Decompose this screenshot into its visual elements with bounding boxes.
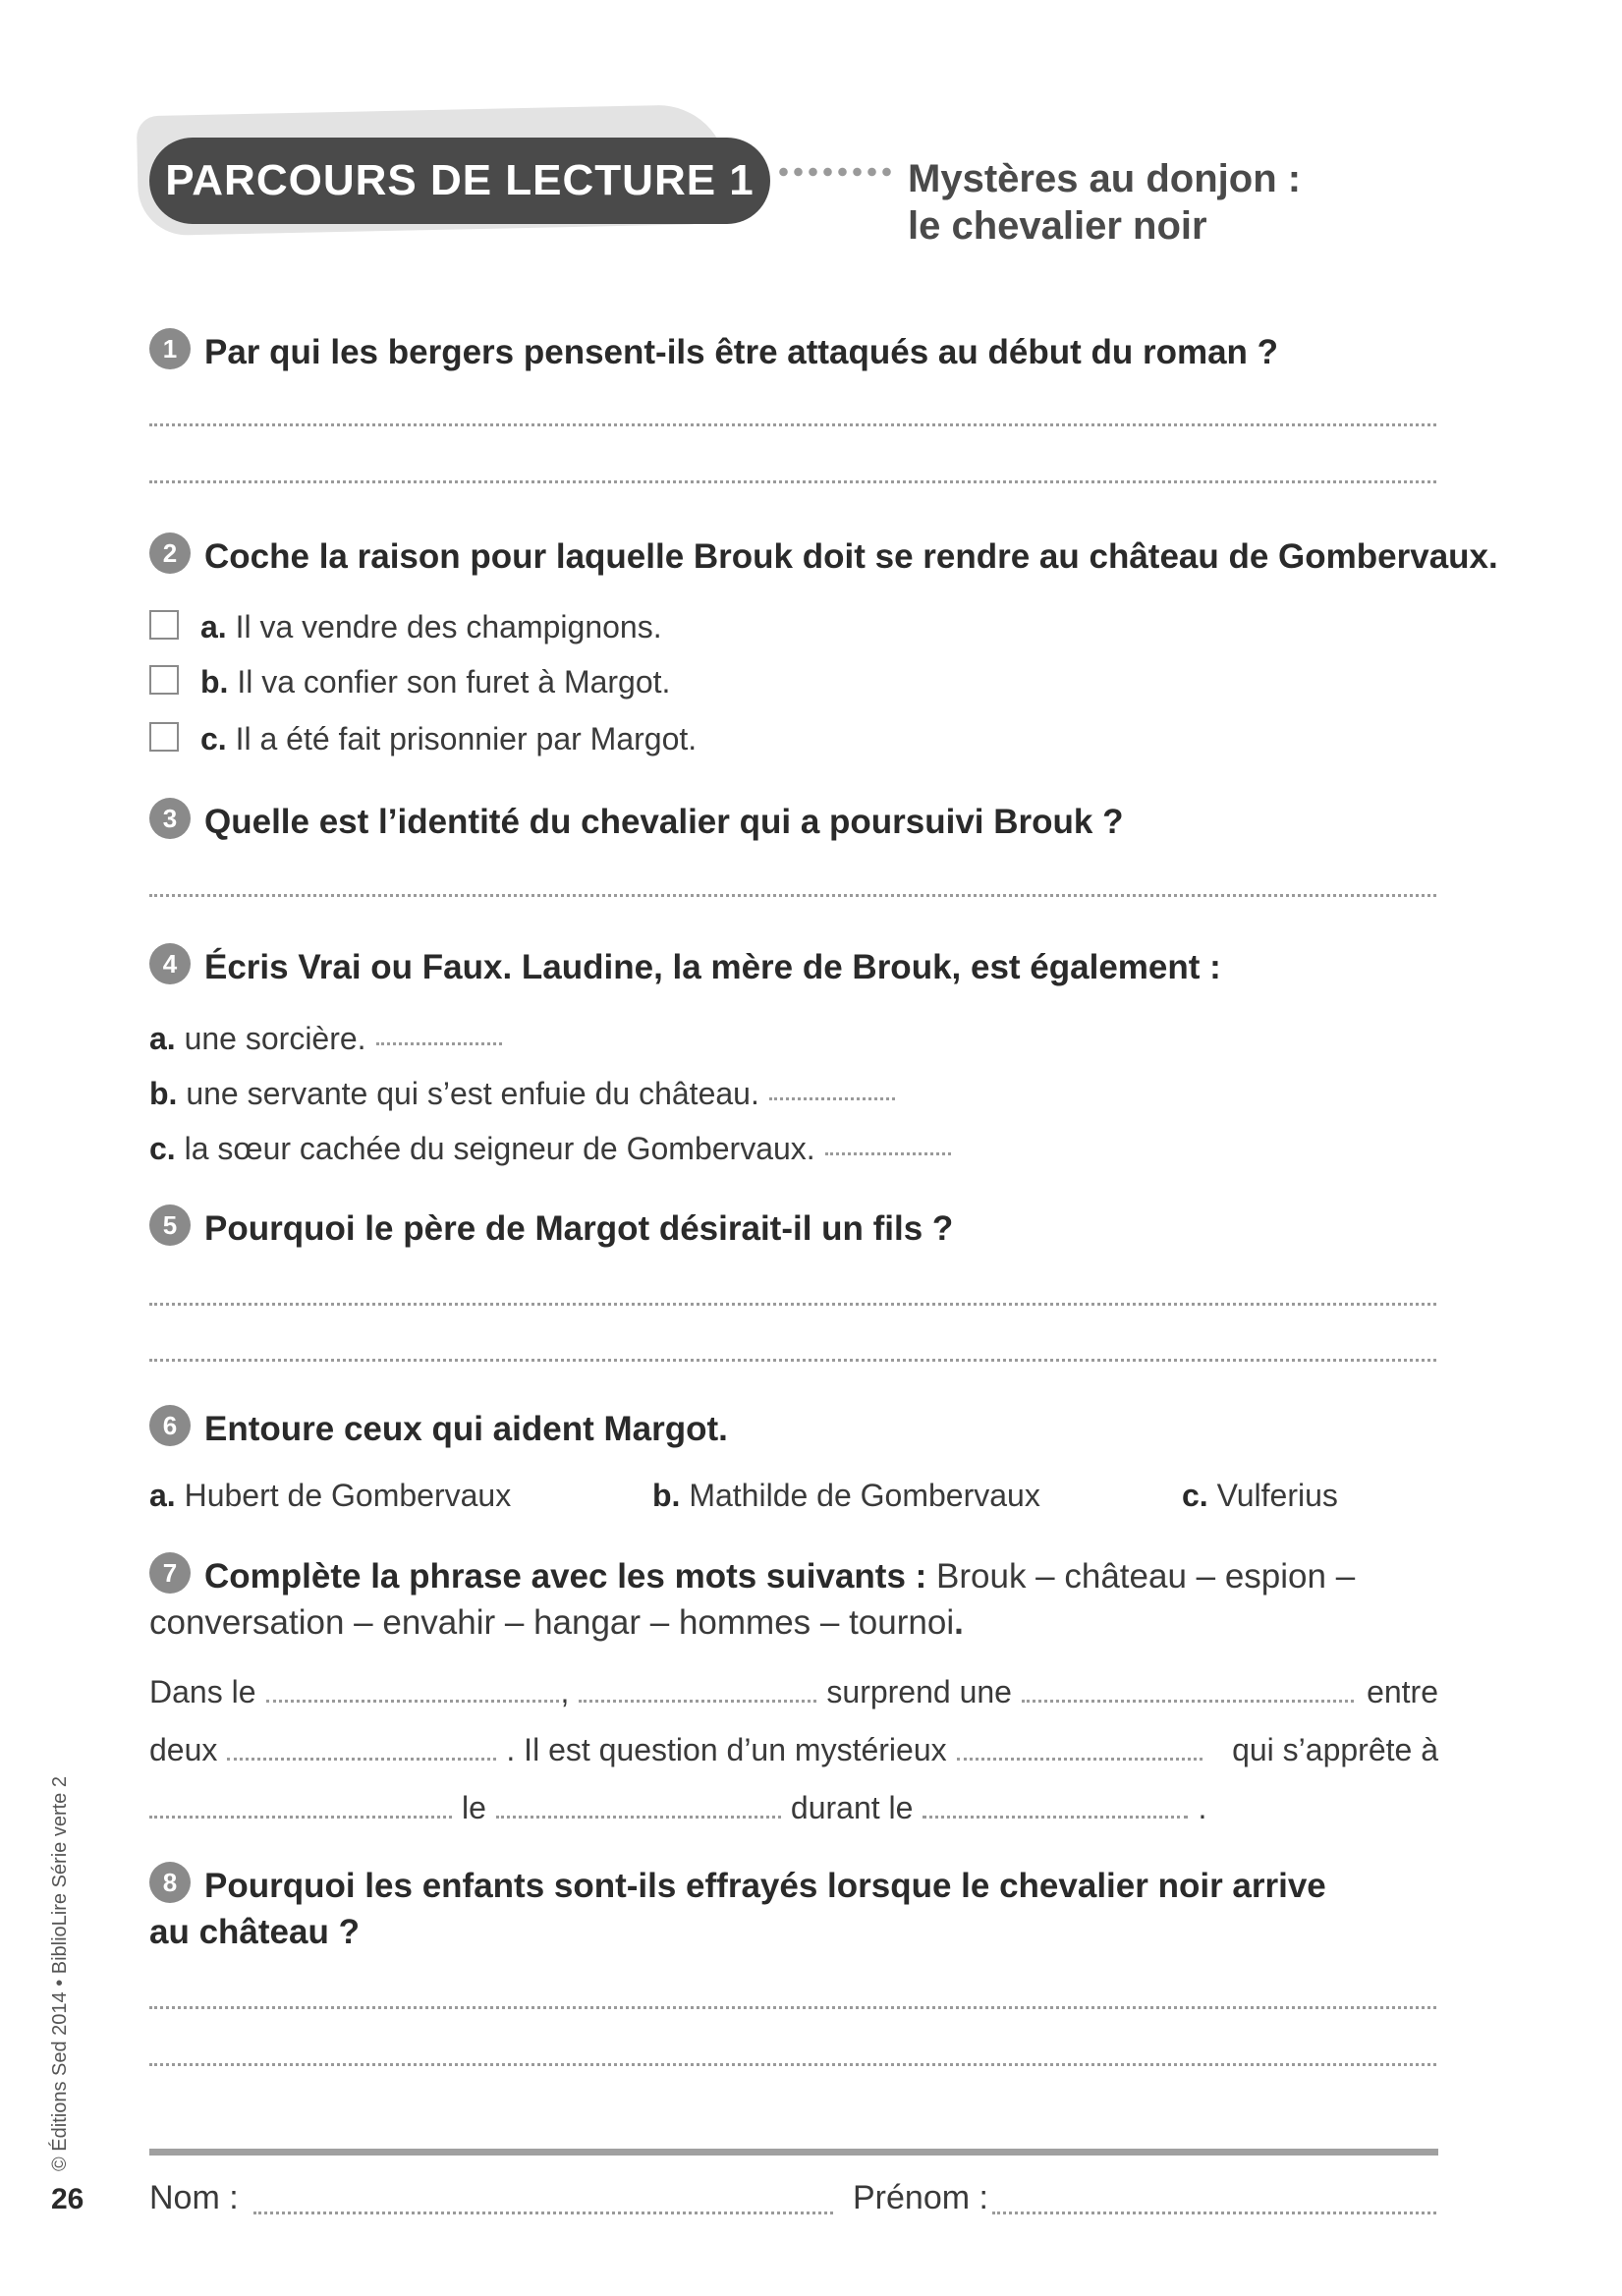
sentence-text: ,	[560, 1674, 570, 1709]
question-text: Pourquoi le père de Margot désirait-il un fils ?	[204, 1209, 954, 1248]
first-name-field[interactable]	[992, 2212, 1436, 2214]
question-text: Coche la raison pour laquelle Brouk doit se rendre au château de Gombervaux.	[204, 537, 1498, 576]
question-7-continued	[149, 1599, 964, 1647]
sentence-text: entre	[1367, 1674, 1438, 1709]
question-number: 4	[149, 943, 191, 984]
option-letter: a.	[149, 1478, 176, 1513]
word-list: conversation – envahir – hangar – hommes – tournoi	[149, 1603, 955, 1642]
option-text: Il va vendre des champignons.	[235, 609, 662, 644]
copyright-sidebar: © Éditions Sed 2014 • BiblioLire Série verte 2	[49, 1776, 71, 2171]
question-8-continued	[149, 1909, 360, 1956]
question-number: 5	[149, 1204, 191, 1246]
footer-rule	[149, 2149, 1438, 2156]
fill-blank[interactable]	[579, 1700, 816, 1703]
option-text: Mathilde de Gombervaux	[689, 1478, 1040, 1513]
question-text: Par qui les bergers pensent-ils être attaqués au début du roman ?	[204, 333, 1279, 371]
answer-blank[interactable]	[825, 1152, 951, 1155]
sentence-text: .	[1198, 1790, 1207, 1825]
answer-blank[interactable]	[769, 1097, 895, 1100]
question-number: 6	[149, 1405, 191, 1446]
question-number: 8	[149, 1862, 191, 1903]
first-name-label: Prénom :	[853, 2179, 988, 2216]
option-text: Hubert de Gombervaux	[184, 1478, 512, 1513]
question-5	[149, 1204, 953, 1253]
option-text: une sorcière.	[184, 1021, 366, 1056]
sentence-text: qui s’apprête à	[1232, 1732, 1438, 1767]
question-number: 2	[149, 532, 191, 574]
question-2	[149, 532, 1498, 581]
answer-line[interactable]	[149, 1359, 1436, 1362]
answer-line[interactable]	[149, 1303, 1436, 1306]
fill-blank[interactable]	[149, 1816, 452, 1819]
question-1	[149, 328, 1278, 376]
sentence-text: le	[462, 1790, 486, 1825]
checkbox-option-b[interactable]	[149, 660, 670, 703]
checkbox[interactable]	[149, 610, 179, 640]
question-text: Écris Vrai ou Faux. Laudine, la mère de Brouk, est également :	[204, 948, 1221, 986]
fill-blank[interactable]	[923, 1816, 1188, 1819]
option-letter: b.	[652, 1478, 681, 1513]
question-text: Complète la phrase avec les mots suivants :	[204, 1557, 927, 1596]
true-false-item-a	[149, 1017, 512, 1060]
option-text: Vulferius	[1216, 1478, 1338, 1513]
page-subtitle	[908, 155, 1301, 250]
question-7	[149, 1552, 1355, 1600]
question-number: 7	[149, 1552, 191, 1594]
question-text: Quelle est l’identité du chevalier qui a poursuivi Brouk ?	[204, 803, 1124, 841]
word-list: Brouk – château – espion –	[936, 1557, 1356, 1596]
true-false-item-b	[149, 1072, 905, 1115]
checkbox[interactable]	[149, 722, 179, 752]
option-letter: a.	[149, 1021, 176, 1056]
page-number: 26	[51, 2183, 84, 2215]
question-3	[149, 798, 1123, 846]
option-text: la sœur cachée du seigneur de Gombervaux.	[184, 1131, 815, 1166]
dotted-connector	[776, 165, 894, 179]
checkbox-option-a[interactable]	[149, 605, 662, 648]
name-field[interactable]	[253, 2212, 833, 2214]
question-6	[149, 1405, 728, 1453]
sentence-text: deux	[149, 1732, 218, 1767]
answer-line[interactable]	[149, 423, 1436, 426]
name-label: Nom :	[149, 2179, 239, 2216]
answer-line[interactable]	[149, 2063, 1436, 2066]
option-letter: b.	[200, 664, 229, 700]
question-8	[149, 1862, 1326, 1910]
answer-line[interactable]	[149, 894, 1436, 897]
option-letter: c.	[200, 721, 227, 756]
circle-option-c[interactable]	[1182, 1474, 1338, 1517]
fill-blank[interactable]	[227, 1758, 496, 1761]
question-number: 3	[149, 798, 191, 839]
answer-line[interactable]	[149, 2006, 1436, 2009]
question-number: 1	[149, 328, 191, 369]
fill-blank[interactable]	[1022, 1700, 1354, 1703]
checkbox-option-c[interactable]	[149, 717, 697, 760]
fill-sentence-line-1	[149, 1670, 1438, 1713]
question-text: Entoure ceux qui aident Margot.	[204, 1410, 728, 1448]
checkbox[interactable]	[149, 665, 179, 695]
circle-option-a[interactable]	[149, 1474, 511, 1517]
fill-blank[interactable]	[266, 1700, 559, 1703]
page-title: PARCOURS DE LECTURE 1	[149, 138, 770, 224]
question-4	[149, 943, 1221, 991]
fill-sentence-line-3	[149, 1786, 1438, 1829]
sentence-text: durant le	[790, 1790, 914, 1825]
question-text: au château ?	[149, 1913, 360, 1951]
sentence-text: . Il est question d’un mystérieux	[506, 1732, 947, 1767]
subtitle-line-2: le chevalier noir	[908, 204, 1207, 248]
answer-blank[interactable]	[376, 1042, 502, 1045]
option-text: une servante qui s’est enfuie du château.	[186, 1076, 759, 1111]
answer-line[interactable]	[149, 480, 1436, 483]
option-letter: c.	[149, 1131, 176, 1166]
option-text: Il a été fait prisonnier par Margot.	[235, 721, 698, 756]
fill-blank[interactable]	[496, 1816, 781, 1819]
sentence-text: Dans le	[149, 1674, 256, 1709]
option-letter: b.	[149, 1076, 178, 1111]
fill-blank[interactable]	[957, 1758, 1203, 1761]
period: .	[954, 1603, 964, 1642]
circle-option-b[interactable]	[652, 1474, 1040, 1517]
fill-sentence-line-2	[149, 1728, 1438, 1771]
question-text: Pourquoi les enfants sont-ils effrayés lorsque le chevalier noir arrive	[204, 1867, 1326, 1905]
sentence-text: surprend une	[826, 1674, 1012, 1709]
option-text: Il va confier son furet à Margot.	[237, 664, 671, 700]
option-letter: a.	[200, 609, 227, 644]
option-letter: c.	[1182, 1478, 1208, 1513]
true-false-item-c	[149, 1127, 961, 1170]
subtitle-line-1: Mystères au donjon :	[908, 157, 1302, 200]
